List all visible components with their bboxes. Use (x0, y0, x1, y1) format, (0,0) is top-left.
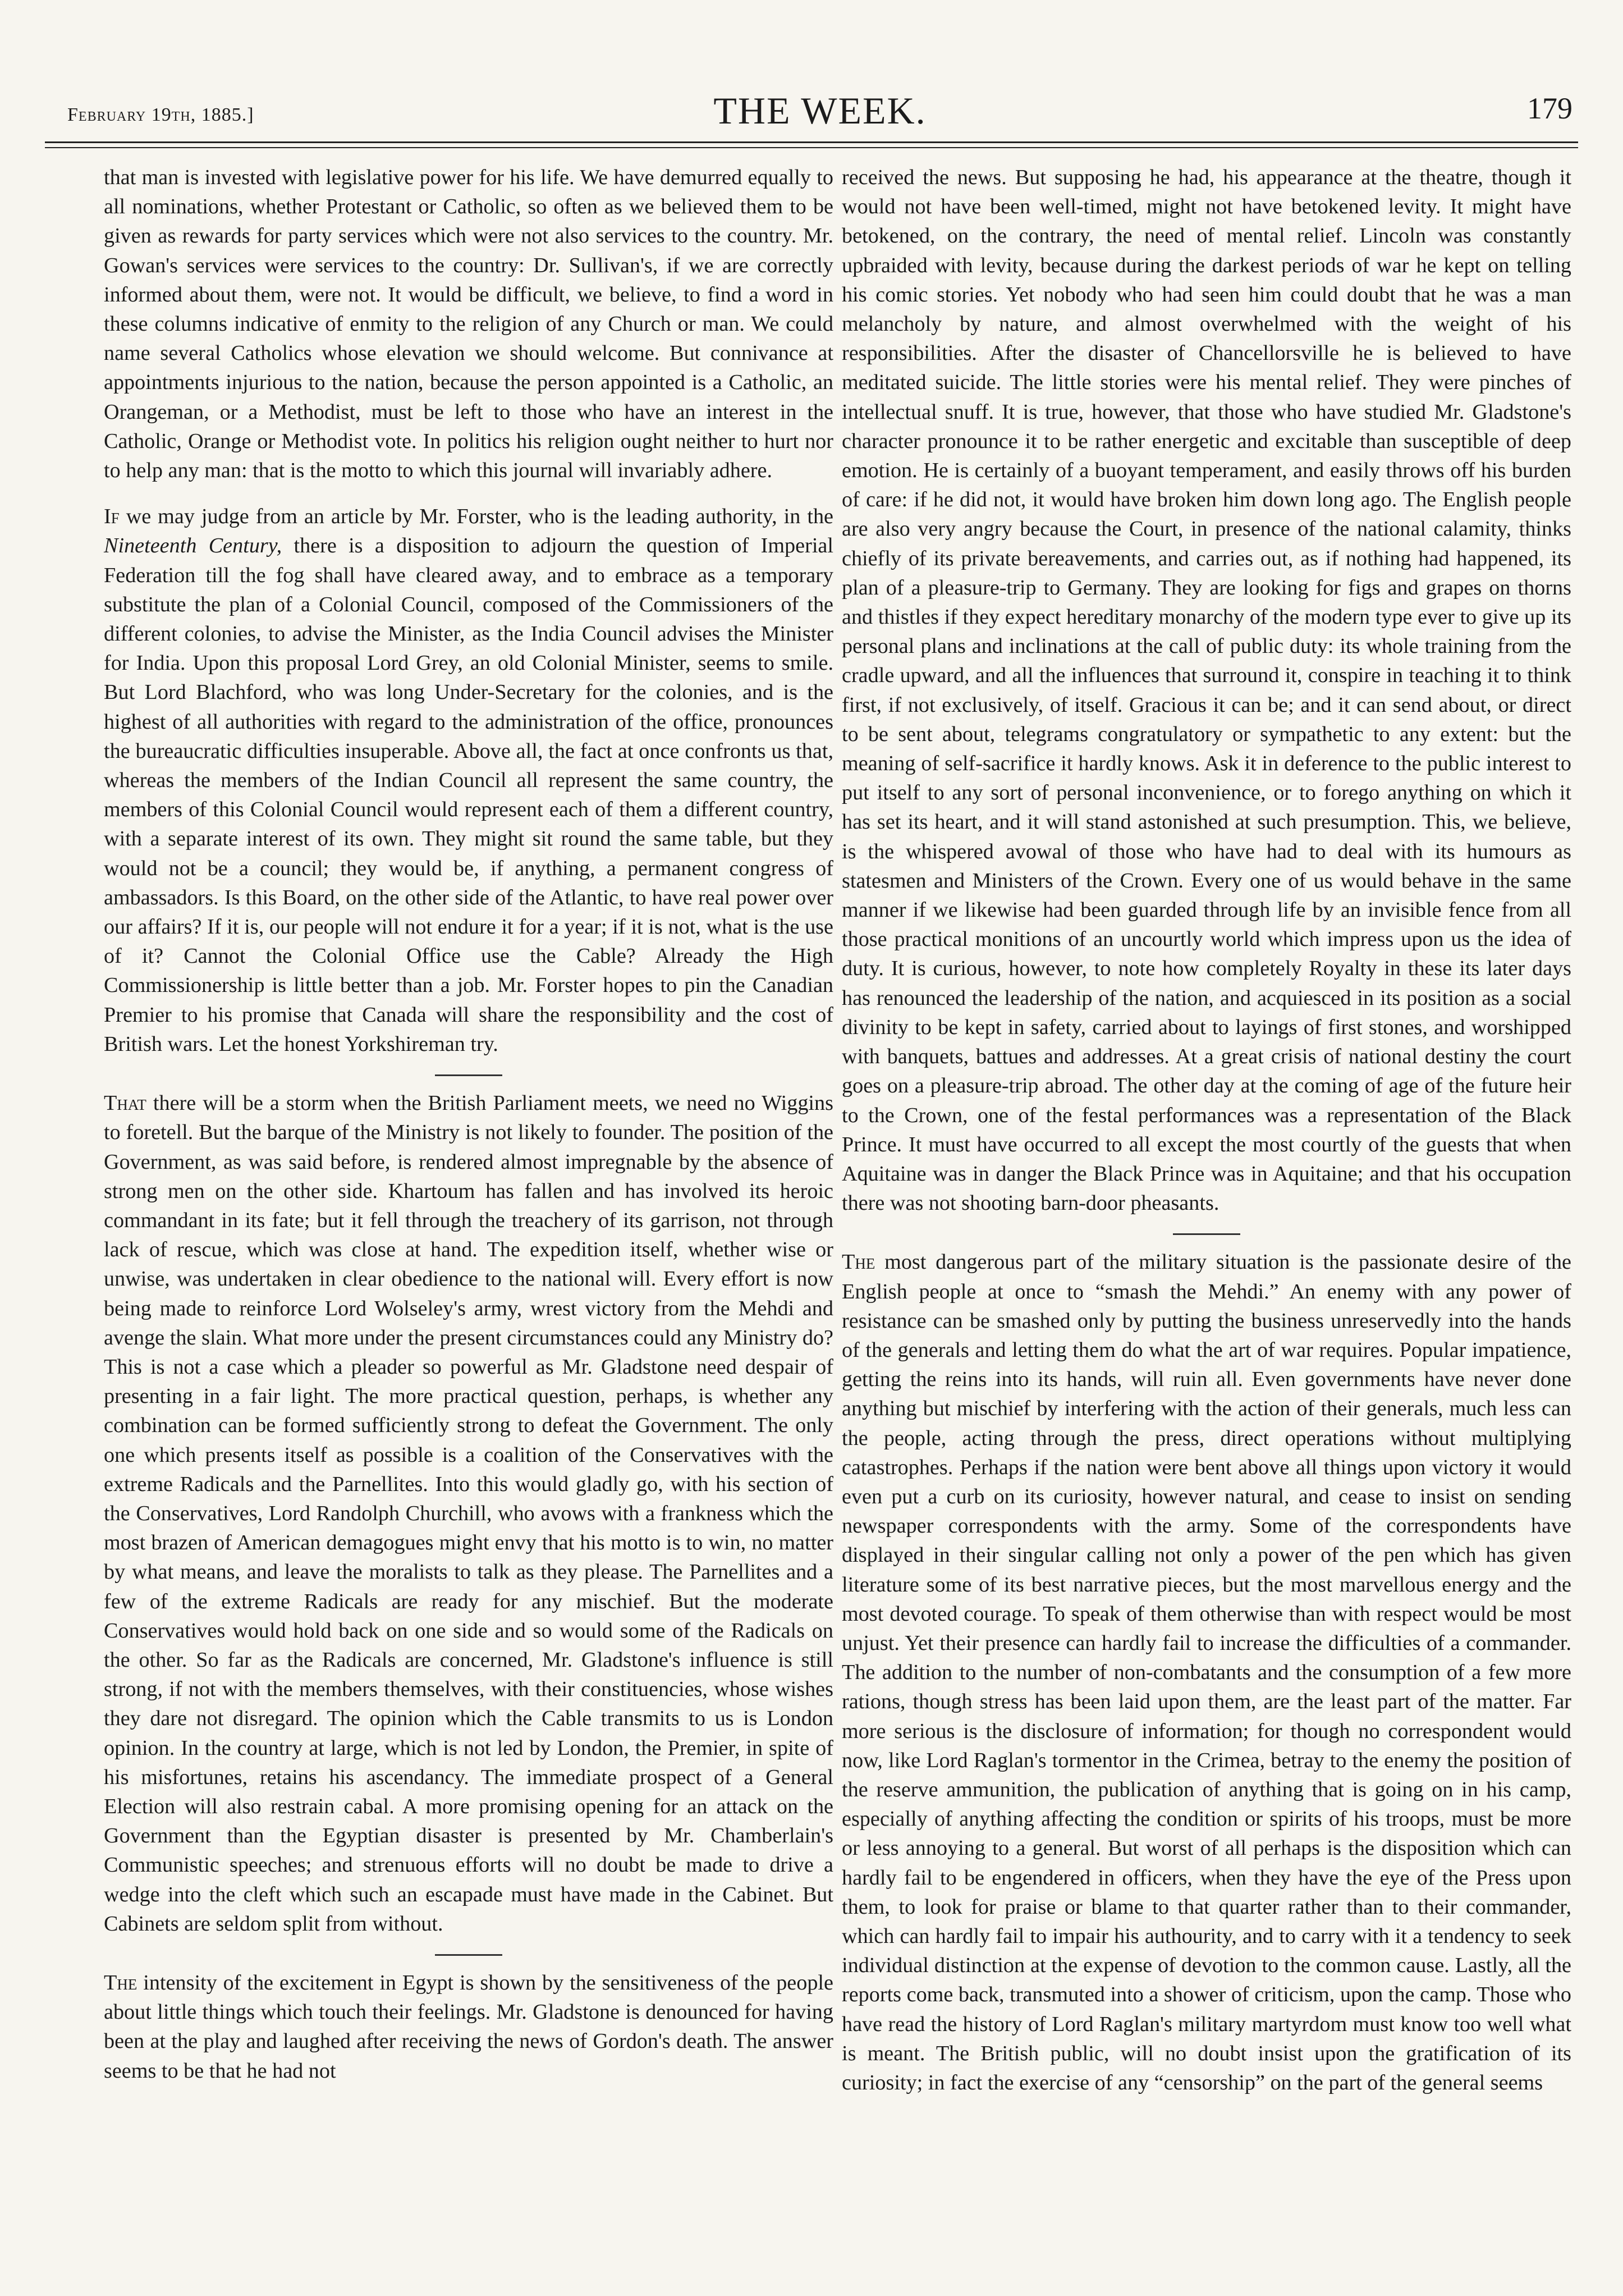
page-number: 179 (1527, 92, 1572, 125)
publication-title: Nineteenth Century, (104, 534, 282, 558)
lead-word: That (104, 1091, 146, 1115)
section-divider (435, 1954, 502, 1956)
paragraph-court-pleasure-trip: received the news. But supposing he had, his appearance at the theatre, though it would not have been well-timed, might not have betokened levity. It might have betokened, on the contrary, the need of mental relief. Lincoln was constantly upbraided with levity, because during the darkest periods of war he kept on telling his comic stories. Yet nobody who had seen him could doubt that he was a man melancholy by nature, and almost overwhelmed with the weight of his responsibilities. After the disaster of Chancellorsville he is believed to have meditated suicide. The little stories were his mental relief. They were pinches of intellectual snuff. It is true, however, that those who have studied Mr. Gladstone's character pronounce it to be rather energetic and excitable than susceptible of deep emotion. He is certainly of a buoyant temperament, and easily throws off his burden of care: if he did not, it would have broken him down long ago. The English people are also very angry because the Court, in presence of the national calamity, thinks chiefly of its private bereavements, and carries out, as if nothing had happened, its plan of a pleasure-trip to Germany. They are looking for figs and grapes on thorns and thistles if they expect hereditary monarchy of the modern type ever to give up its personal plans and inclinations at the call of public duty: its whole training from the cradle upward, and all the influences that surround it, conspire in teaching it to think first, if not exclusively, of itself. Gracious it can be; and it can send about, or direct to be sent about, telegrams congratulatory or sympathetic to any extent: but the meaning of self-sacrifice it hardly knows. Ask it in deference to the public interest to put itself to any sort of personal inconvenience, or to forego anything on which it has set its heart, and it will stand astonished at such presumption. This, we believe, is the whispered avowal of those who have had to deal with its humours as statesmen and Ministers of the Crown. Every one of us would behave in the same manner if we likewise had been guarded through life by an invisible fence from all those practical monitions of an uncourtly world which impress upon us the idea of duty. It is curious, however, to note how completely Royalty in these its later days has renounced the leadership of the nation, and acquiesced in its position as a social divinity to be kept in safety, carried about to layings of first stones, and worshipped with banquets, battues and addresses. At a great crisis of national destiny the court goes on a pleasure-trip abroad. The other day at the coming of age of the future heir to the Crown, one of the festal performances was a representation of the Black Prince. It must have occurred to all except the most courtly of the guests that when Aquitaine was in danger the Black Prince was in Aquitaine; and that his occupation there was not shooting barn-door pheasants. (842, 166, 1571, 1215)
header-rule-top (45, 141, 1578, 143)
lead-word: If (104, 505, 120, 529)
paragraph-military-situation: The most dangerous part of the military situation is the passionate desire of the English people at once to “smash the Mehdi.” An enemy with any power of resistance can be smashed only by putting the business unreservedly into the hands of the generals and letting them do what the art of war requires. Popular impatience, getting the reins into its hands, will ruin all. Even governments have never done anything but mischief by interfering with the action of their generals, much less can the people, acting through the press, direct operations without multiplying catastrophes. Perhaps if the nation were bent above all things upon victory it would even put a curb on its curiosity, however natural, and cease to insist on sending newspaper correspondents with the army. Some of the correspondents have displayed in their singular calling not only a power of the pen which has given literature some of its best narrative pieces, but the most marvellous energy and the most devoted courage. To speak of them otherwise than with respect would be most unjust. Yet their presence can hardly fail to increase the difficulties of a commander. The addition to the number of non-combatants and the consumption of a few more rations, though stress has been laid upon them, are the least part of the matter. Far more serious is the disclosure of information; for though no correspondent would now, like Lord Raglan's tormentor in the Crimea, betray to the enemy the position of the reserve ammunition, the publication of anything that is going on in his camp, especially of anything affecting the condition or spirits of his troops, must be more or less annoying to a general. But worst of all perhaps is the disposition which can hardly fail to be engendered in officers, when they have the eye of the Press upon them, to look for praise or blame to that quarter rather than to their commander, which can hardly fail to impair his authourity, and to carry with it a tendency to seek individual distinction at the expense of devotion to the common cause. Lastly, all the reports come back, transmuted into a shower of criticism, upon the camp. Those who have read the history of Lord Raglan's military martyrdom must know too well what is meant. The British public, will no doubt insist upon the gratification of its curiosity; in fact the exercise of any “censorship” on the part of the general seems (842, 1250, 1571, 2094)
paragraph-gap (104, 485, 833, 502)
paragraph-parliament-storm: That there will be a storm when the British Parliament meets, we need no Wiggins to foretell. But the barque of the Ministry is not likely to founder. The position of the Government, as was said before, is rendered almost impregnable by the absence of strong men on the other side. Khartoum has fallen and has involved its heroic commandant in its fate; but it fell through the treachery of its garrison, not through lack of rescue, which was close at hand. The expedition itself, whether wise or unwise, was undertaken in clear obedience to the national will. Every effort is now being made to reinforce Lord Wolseley's army, wrest victory from the Mehdi and avenge the slain. What more under the present circumstances could any Ministry do? This is not a case which a pleader so powerful as Mr. Gladstone need despair of presenting in a fair light. The more practical question, perhaps, is whether any combination can be formed sufficiently strong to defeat the Government. The only one which presents itself as possible is a coalition of the Conservatives with the extreme Radicals and the Parnellites. Into this would gladly go, with his section of the Conservatives, Lord Randolph Churchill, who avows with a frankness which the most brazen of American demagogues might envy that his motto is to win, no matter by what means, and leave the moralists to talk as they please. The Parnellites and a few of the extreme Radicals are ready for any mischief. But the moderate Conservatives would hold back on one side and so would some of the Radicals on the other. So far as the Radicals are concerned, Mr. Gladstone's influence is still strong, if not with the members themselves, with their constituencies, whose wishes they dare not disregard. The opinion which the Cable transmits to us is London opinion. In the country at large, which is not led by London, the Premier, in spite of his misfortunes, retains his ascendancy. The immediate prospect of a General Election will also restrain cabal. A more promising opening for an attack on the Government than the Egyptian disaster is presented by Mr. Chamberlain's Communistic speeches; and strenuous efforts will no doubt be made to drive a wedge into the cleft which such an escapade must have made in the Cabinet. But Cabinets are seldom split from without. (104, 1091, 833, 1936)
section-divider (1173, 1233, 1240, 1235)
paragraph-egypt-excitement: The intensity of the excitement in Egypt is shown by the sensitiveness of the people about little things which touch their feelings. Mr. Gladstone is denounced for having been at the play and laughed after receiving the news of Gordon's death. The answer seems to be that he had not (104, 1970, 833, 2083)
section-divider (435, 1074, 502, 1076)
right-column (842, 163, 1571, 2097)
issue-date: February 19th, 1885.] (67, 104, 254, 125)
header-rule-bottom (45, 147, 1578, 148)
lead-word: The (104, 1970, 137, 1995)
left-column (104, 163, 833, 2085)
paragraph-colonial-council: If we may judge from an article by Mr. Forster, who is the leading authority, in the Nineteenth Century, there is a disposition to adjourn the question of Imperial Federation till the fog shall have cleared away, and to embrace as a temporary substitute the plan of a Colonial Council, composed of the Commissioners of the different colonies, to advise the Minister, as the India Council advises the Minister for India. Upon this proposal Lord Grey, an old Colonial Minister, seems to smile. But Lord Blachford, who was long Under-Secretary for the colonies, and is the highest of all authorities with regard to the administration of the office, pronounces the bureaucratic difficulties insuperable. Above all, the fact at once confronts us that, whereas the members of the Indian Council all represent the same country, the members of this Colonial Council would represent each of them a different country, with a separate interest of its own. They might sit round the same table, but they would not be a council; they would be, if anything, a permanent congress of ambassadors. Is this Board, on the other side of the Atlantic, to have real power over our affairs? If it is, our people will not endure it for a year; if it is not, what is the use of it? Cannot the Colonial Office use the Cable? Already the High Commissionership is little better than a job. Mr. Forster hopes to pin the Canadian Premier to his promise that Canada will share the responsibility and the cost of British wars. Let the honest Yorkshireman try. (104, 505, 833, 1056)
lead-word: The (842, 1250, 875, 1274)
paragraph-nominations: that man is invested with legislative power for his life. We have demurred equally to all nominations, whether Protestant or Catholic, so often as we believed them to be given as rewards for party services which were not also services to the country. Mr. Gowan's services were services to the country: Dr. Sullivan's, if we are correctly informed about them, were not. It would be difficult, we believe, to find a word in these columns indicative of enmity to the religion of any Church or man. We could name several Catholics whose elevation we should welcome. But connivance at appointments injurious to the nation, because the person appointed is a Catholic, an Orangeman, or a Methodist, must be left to those who have an interest in the Catholic, Orange or Methodist vote. In politics his religion ought neither to hurt nor to help any man: that is the motto to which this journal will invariably adhere. (104, 166, 833, 483)
page-header (67, 89, 1572, 139)
masthead-title: THE WEEK. (713, 89, 927, 132)
